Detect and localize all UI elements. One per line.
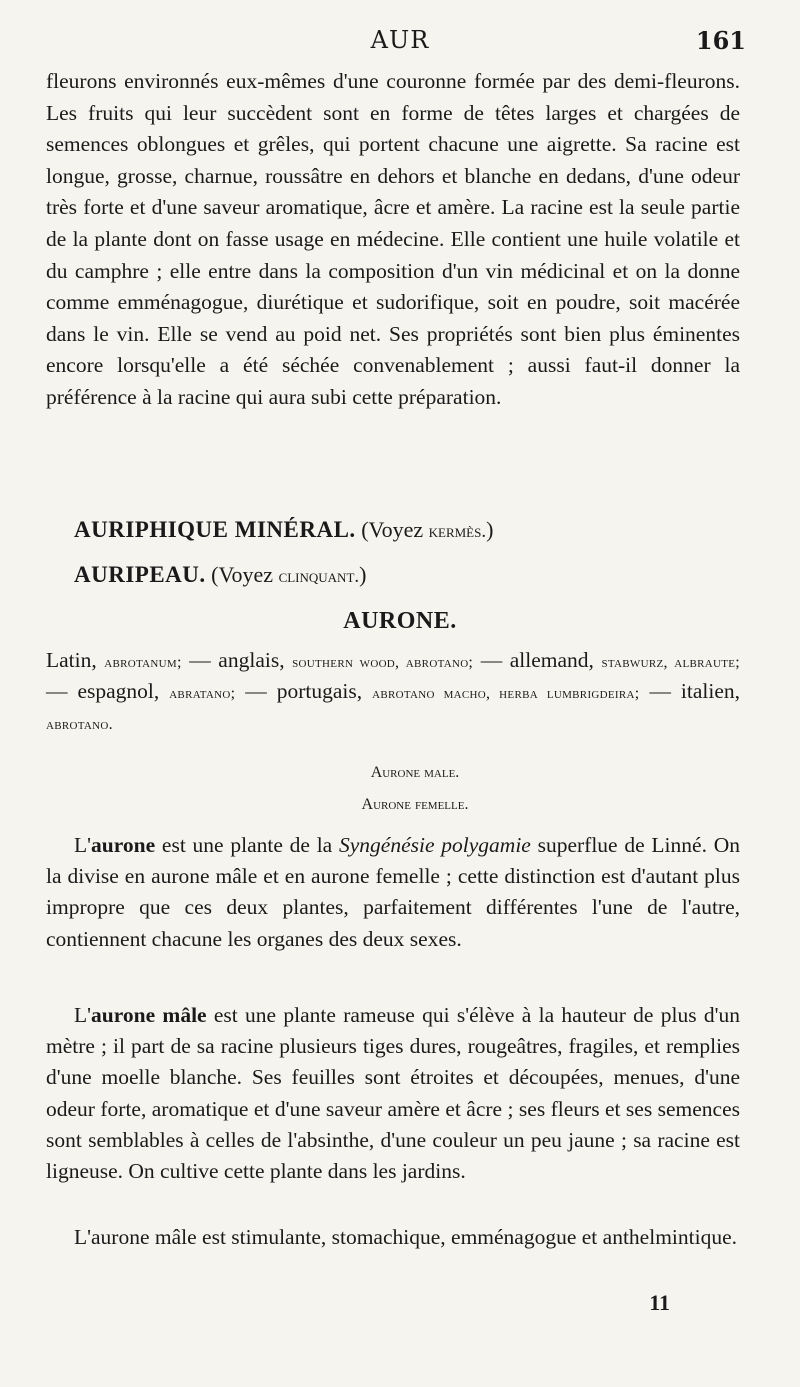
lang-terms: abrotanum; bbox=[104, 654, 182, 671]
lang-name: — anglais, bbox=[189, 648, 285, 672]
aurone-names bbox=[46, 646, 740, 739]
lang-terms: stabwurz, albraute; bbox=[601, 654, 741, 671]
lang-name: — portugais, bbox=[245, 679, 363, 703]
entry-reference: kermès. bbox=[428, 521, 487, 542]
para-prefix: L' bbox=[74, 833, 92, 857]
lang-name: Latin, bbox=[46, 648, 97, 672]
variety-femelle: Aurone femelle. bbox=[361, 796, 469, 813]
signature-mark: 11 bbox=[649, 1290, 670, 1315]
entry-close: ) bbox=[359, 562, 367, 587]
entry-reference: clinquant. bbox=[278, 566, 360, 587]
paragraph-properties bbox=[46, 1222, 740, 1253]
paragraph-aurone bbox=[46, 830, 740, 955]
page-number: 161 bbox=[695, 26, 746, 55]
variety-male: Aurone male. bbox=[370, 764, 460, 781]
para-italic-term: Syngénésie polygamie bbox=[339, 833, 531, 857]
lang-name: — italien, bbox=[649, 679, 740, 703]
aurone-headword: AURONE. bbox=[343, 608, 457, 634]
lang-terms: abratano; bbox=[169, 685, 236, 702]
para-prefix: L' bbox=[74, 1003, 92, 1027]
entry-close: ) bbox=[486, 517, 494, 542]
para-text: superflue de Linné. On la divise en aurone mâle et en aurone femelle ; cette distinction est d'autant plus impropre que ces deux plantes, parfaitement différentes l'une de l'autre, contiennent chacune les organes des deux sexes. bbox=[46, 833, 740, 951]
entry-headword: AURIPEAU. bbox=[74, 562, 206, 587]
entry-see: (Voyez bbox=[211, 562, 274, 587]
entry-headword: AURIPHIQUE MINÉRAL. bbox=[74, 517, 356, 542]
para-bold-term: aurone bbox=[91, 833, 156, 857]
lang-name: — allemand, bbox=[480, 648, 594, 672]
entry-auriphique bbox=[74, 517, 493, 543]
lang-terms: abrotano macho, herba lumbrigdeira; bbox=[372, 685, 640, 702]
lang-terms: abrotano. bbox=[46, 716, 113, 733]
lang-name: — espagnol, bbox=[46, 679, 160, 703]
para-text: est une plante rameuse qui s'élève à la hauteur de plus d'un mètre ; il part de sa racine plusieurs tiges dures, rougeâtres, fragiles, et remplies d'une moelle blanche. Ses feuilles sont étroites et découpées, menues, d'une odeur forte, aromatique et d'une saveur amère et âcre ; ses fleurs et ses semences sont semblables à celles de l'absinthe, d'une couleur un peu jaune ; sa racine est ligneuse. On cultive cette plante dans les jardins. bbox=[46, 1003, 740, 1184]
entry-see: (Voyez bbox=[361, 517, 424, 542]
continuation-paragraph: fleurons environnés eux-mêmes d'une couronne formée par des demi-fleurons. Les fruits qui leur succèdent sont en forme de têtes larges et chargées de semences oblongues et grêles, qui portent chacune une aigrette. Sa racine est longue, grosse, charnue, roussâtre en dehors et blanche en dedans, d'une odeur très forte et d'une saveur aromatique, âcre et amère. La racine est la seule partie de la plante dont on fasse usage en médecine. Elle contient une huile volatile et du camphre ; elle entre dans la composition d'un vin médicinal et on la donne comme emménagogue, diurétique et sudorifique, soit en poudre, soit macérée dans le vin. Elle se vend au poid net. Ses propriétés sont bien plus éminentes encore lorsqu'elle a été séchée convenablement ; aussi faut-il donner la préférence à la racine qui aura subi cette préparation. bbox=[46, 69, 740, 409]
para-text: est une plante de la bbox=[155, 833, 339, 857]
para-text: L'aurone mâle est stimulante, stomachique, emménagogue et anthelmintique. bbox=[74, 1225, 738, 1249]
para-bold-term: aurone mâle bbox=[91, 1003, 207, 1027]
paragraph-aurone-male bbox=[46, 1000, 740, 1187]
entry-auripeau bbox=[74, 562, 366, 588]
running-head bbox=[48, 26, 752, 60]
running-head-title: AUR bbox=[370, 26, 430, 54]
lang-terms: southern wood, abrotano; bbox=[292, 654, 474, 671]
